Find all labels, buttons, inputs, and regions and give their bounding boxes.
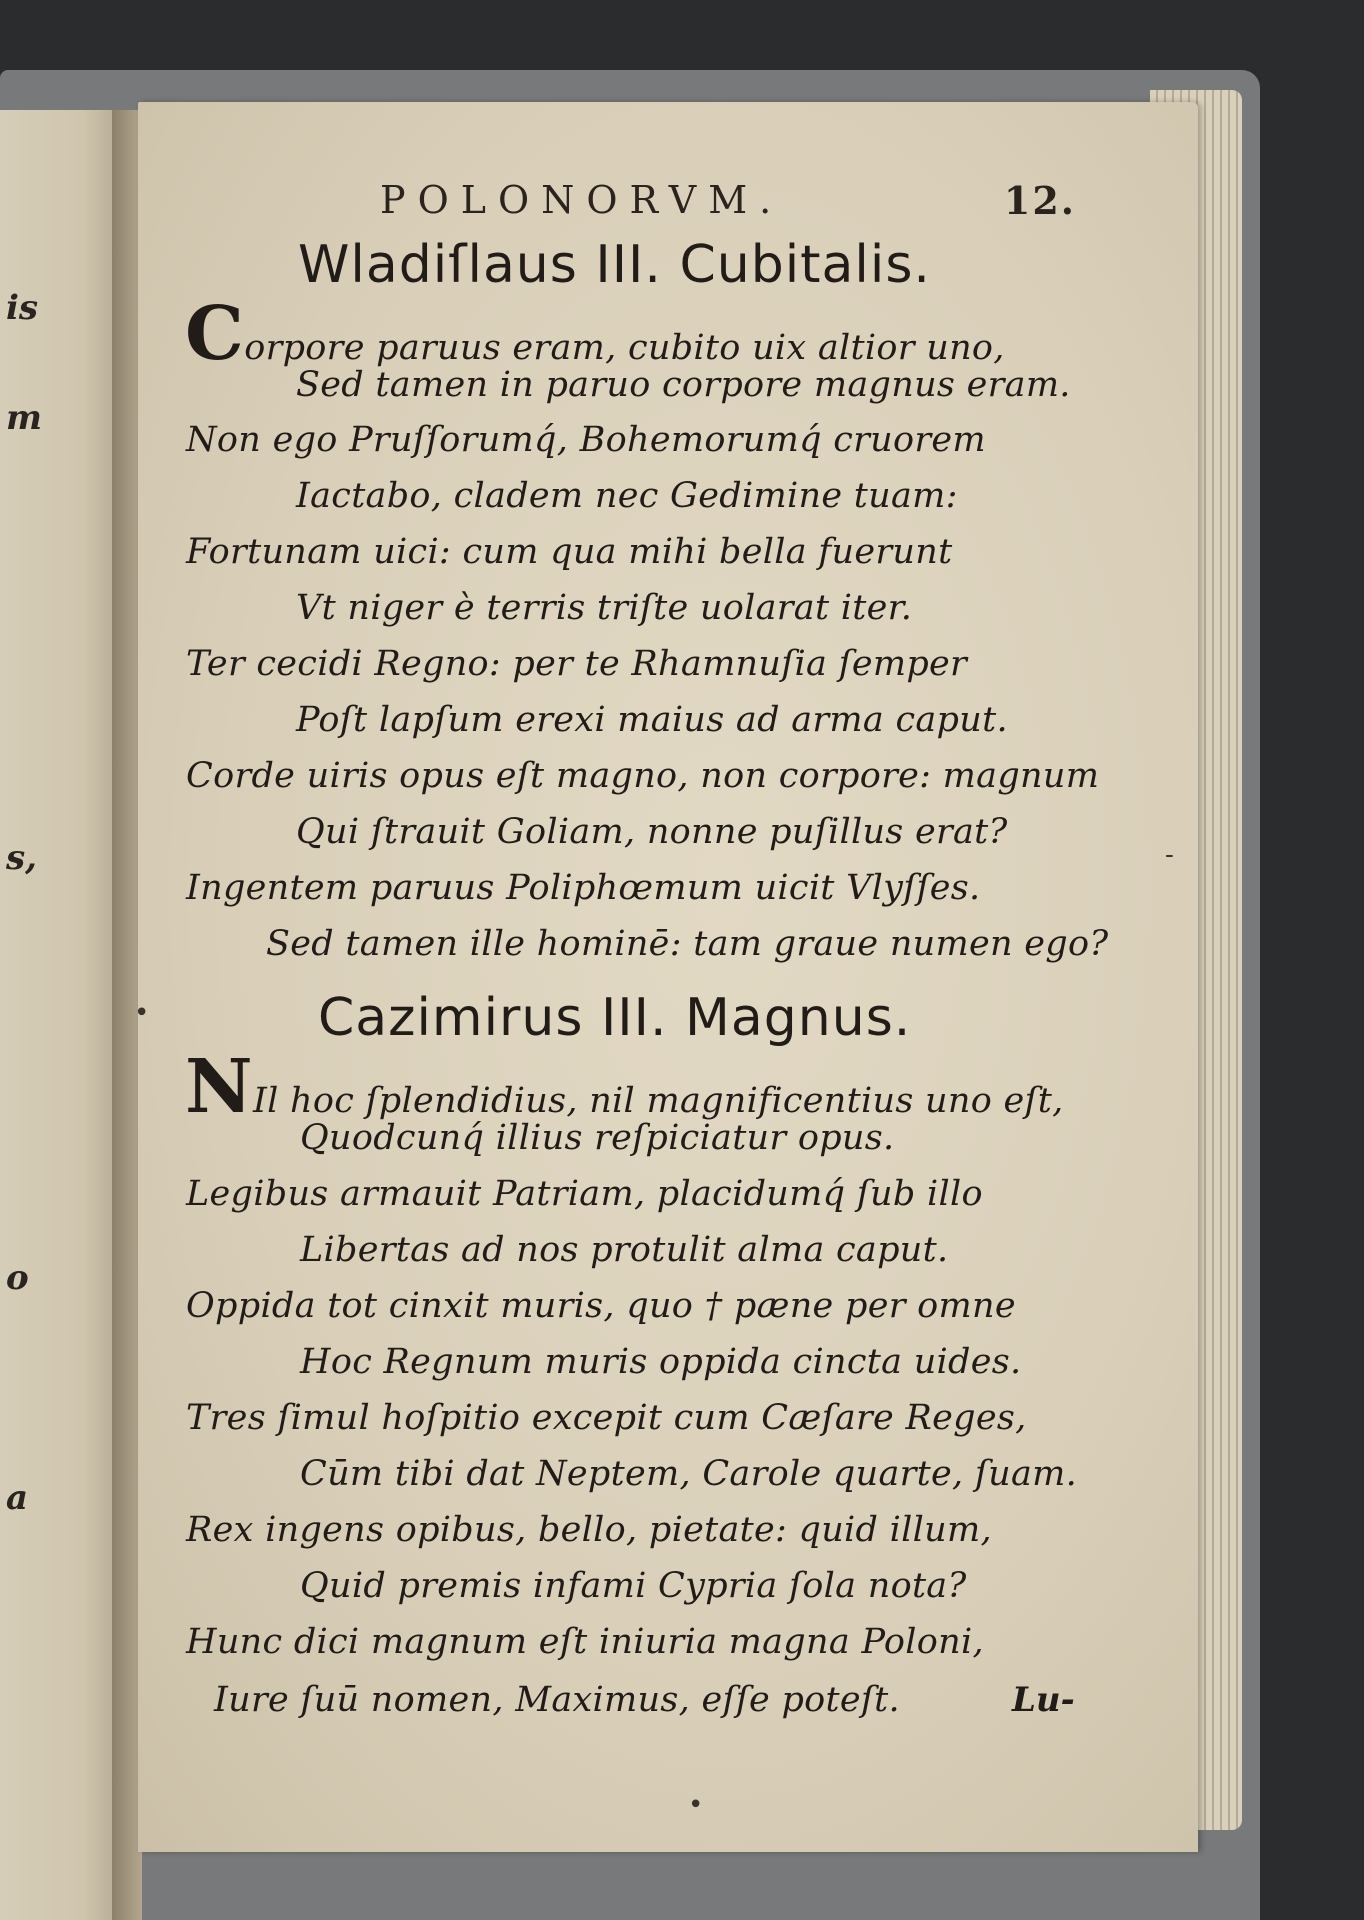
verse-line: Corde uiris opus eſt magno, non corpore: magnum [186,756,1100,796]
running-head-title: POLONORVM. [380,178,784,222]
running-head [380,178,1100,228]
verse-line: Oppida tot cinxit muris, quo † pæne per omne [186,1286,1016,1326]
section-heading-1: Wladiſlaus III. Cubitalis. [298,235,931,295]
left-fragment-3: s, [6,838,37,878]
left-page-fragment [0,110,118,1920]
catchword: Lu- [1012,1680,1075,1720]
left-fragment-4: o [6,1258,29,1298]
left-fragment-1: is [6,288,39,328]
verse-line: Non ego Pruſſorumq́, Bohemorumq́ cruorem [186,420,986,460]
verse-line: Ingentem paruus Poliphœmum uicit Vlyſſes. [186,868,981,908]
verse-line: Rex ingens opibus, bello, pietate: quid illum, [186,1510,992,1550]
verse-line: Qui ſtrauit Goliam, nonne puſillus erat? [296,812,1008,852]
verse-line: Hunc dici magnum eſt iniuria magna Poloni, [186,1622,984,1662]
margin-mark: - [1165,840,1174,870]
verse-line: Iure ſuū nomen, Maximus, eſſe poteſt. [214,1680,900,1720]
page-number: 12. [1003,178,1076,223]
left-fragment-5: a [6,1478,29,1518]
verse-line: Sed tamen in paruo corpore magnus eram. [296,365,1071,405]
verse-line: Vt niger è terris triſte uolarat iter. [296,588,913,628]
verse-line: Quid premis infami Cypria ſola nota? [300,1566,967,1606]
verse-text: orpore paruus eram, cubito uix altior uno, [244,328,1005,368]
verse-line: Quodcunq́ illius reſpiciatur opus. [300,1118,895,1158]
verse-line [185,1044,1064,1130]
verse-line: Tres ſimul hoſpitio excepit cum Cæſare Reges, [186,1398,1027,1438]
verse-text: Il hoc ſplendidius, nil magnificentius uno eſt, [252,1081,1064,1121]
verse-line: Iactabo, cladem nec Gedimine tuam: [296,476,958,516]
section-heading-2: Cazimirus III. Magnus. [318,988,912,1048]
dropcap: C [185,291,245,377]
verse-line: Libertas ad nos protulit alma caput. [300,1230,949,1270]
verse-line: Legibus armauit Patriam, placidumq́ ſub illo [186,1174,983,1214]
margin-mark: • [134,998,150,1028]
verse-line [185,291,1005,377]
margin-mark: • [688,1790,704,1820]
dropcap: N [185,1044,253,1130]
verse-line: Sed tamen ille hominē: tam graue numen ego? [266,924,1109,964]
verse-line: Ter cecidi Regno: per te Rhamnuſia ſemper [186,644,968,684]
verse-line: Fortunam uici: cum qua mihi bella fuerunt [186,532,953,572]
verse-line: Cūm tibi dat Neptem, Carole quarte, ſuam. [300,1454,1078,1494]
verse-line: Poſt lapſum erexi maius ad arma caput. [296,700,1008,740]
verse-line: Hoc Regnum muris oppida cincta uides. [300,1342,1022,1382]
left-fragment-2: m [6,398,42,438]
